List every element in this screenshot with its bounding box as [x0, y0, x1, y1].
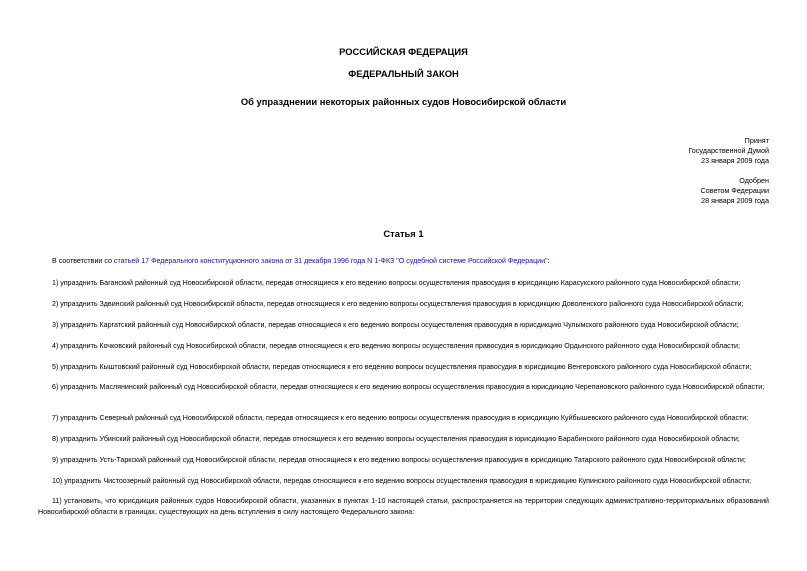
approved-by: Советом Федерации	[700, 185, 769, 195]
article-item-1: 1) упразднить Баганский районный суд Новосибирской области, передав относящиеся к его ведению вопросы осуществления правосудия в юрисдикцию Карасукского районного суда Новосибирской области;	[52, 279, 741, 287]
approved-date: 28 января 2009 года	[701, 195, 769, 205]
article-item-7: 7) упразднить Северный районный суд Новосибирской области, передав относящиеся к его ведению вопросы осуществления правосудия в юрисдикцию Куйбышевского районного суда Новосибирской области;	[52, 414, 749, 422]
adopted-by: Государственной Думой	[688, 145, 769, 155]
article-item-10: 10) упразднить Чистоозерный районный суд Новосибирской области, передав относящиеся к его ведению вопросы осуществления правосудия в юрисдикцию Купинского районного суда Новосибирской области;	[52, 477, 752, 485]
adopted-date: 23 января 2009 года	[701, 155, 769, 165]
article-item-6: 6) упразднить Маслянинский районный суд Новосибирской области, передав относящиеся к его ведению вопросы осуществления правосудия в юрисдикцию Черепановского районного суда Новосибирской области;	[52, 383, 765, 391]
article-item-4: 4) упразднить Кочковский районный суд Новосибирской области, передав относящиеся к его ведению вопросы осуществления правосудия в юрисдикцию Ордынского районного суда Новосибирской области;	[52, 342, 740, 350]
country-heading: РОССИЙСКАЯ ФЕДЕРАЦИЯ	[339, 46, 468, 57]
approval-block	[701, 176, 769, 205]
article-item-3: 3) упразднить Каргатский районный суд Новосибирской области, передав относящиеся к его ведению вопросы осуществления правосудия в юрисдикцию Чулымского районного суда Новосибирской области;	[52, 321, 739, 329]
article-item-9: 9) упразднить Усть-Таркский районный суд Новосибирской области, передав относящиеся к его ведению вопросы осуществления правосудия в юрисдикцию Татарского районного суда Новосибирской области;	[52, 456, 746, 464]
adoption-block	[688, 136, 769, 165]
article-item-2: 2) упразднить Здвинский районный суд Новосибирской области, передав относящиеся к его ведению вопросы осуществления правосудия в юрисдикцию Доволенского районного суда Новосибирской области;	[52, 300, 744, 308]
law-type-heading: ФЕДЕРАЛЬНЫЙ ЗАКОН	[348, 68, 459, 79]
adopted-label: Принят	[744, 136, 769, 145]
article-intro	[38, 256, 769, 267]
intro-suffix: :	[547, 257, 550, 265]
law-title: Об упразднении некоторых районных судов Новосибирской области	[240, 96, 567, 107]
article-heading: Статья 1	[383, 228, 424, 239]
article-item-8: 8) упразднить Убинский районный суд Новосибирской области, передав относящиеся к его ведению вопросы осуществления правосудия в юрисдикцию Барабинского районного суда Новосибирской области;	[52, 435, 740, 443]
federal-law-link[interactable]: статьей 17 Федерального конституционного закона от 31 декабря 1996 года N 1-ФКЗ "О судебной системе Российской Федерации"	[113, 257, 548, 265]
intro-prefix: В соответствии со	[52, 257, 114, 265]
approved-label: Одобрен	[739, 176, 769, 185]
article-item-11: 11) установить, что юрисдикция районных судов Новосибирской области, указанных в пунктах 1-10 настоящей статьи, распространяется на территории следующих административно-территориальных образований Новосибирской области в границах, существующих на день вступления в силу настоящего Федерального закона:	[38, 497, 769, 516]
article-item-5: 5) упразднить Кыштовский районный суд Новосибирской области, передав относящиеся к его ведению вопросы осуществления правосудия в юрисдикцию Венгеровского районного суда Новосибирской области;	[52, 363, 752, 371]
